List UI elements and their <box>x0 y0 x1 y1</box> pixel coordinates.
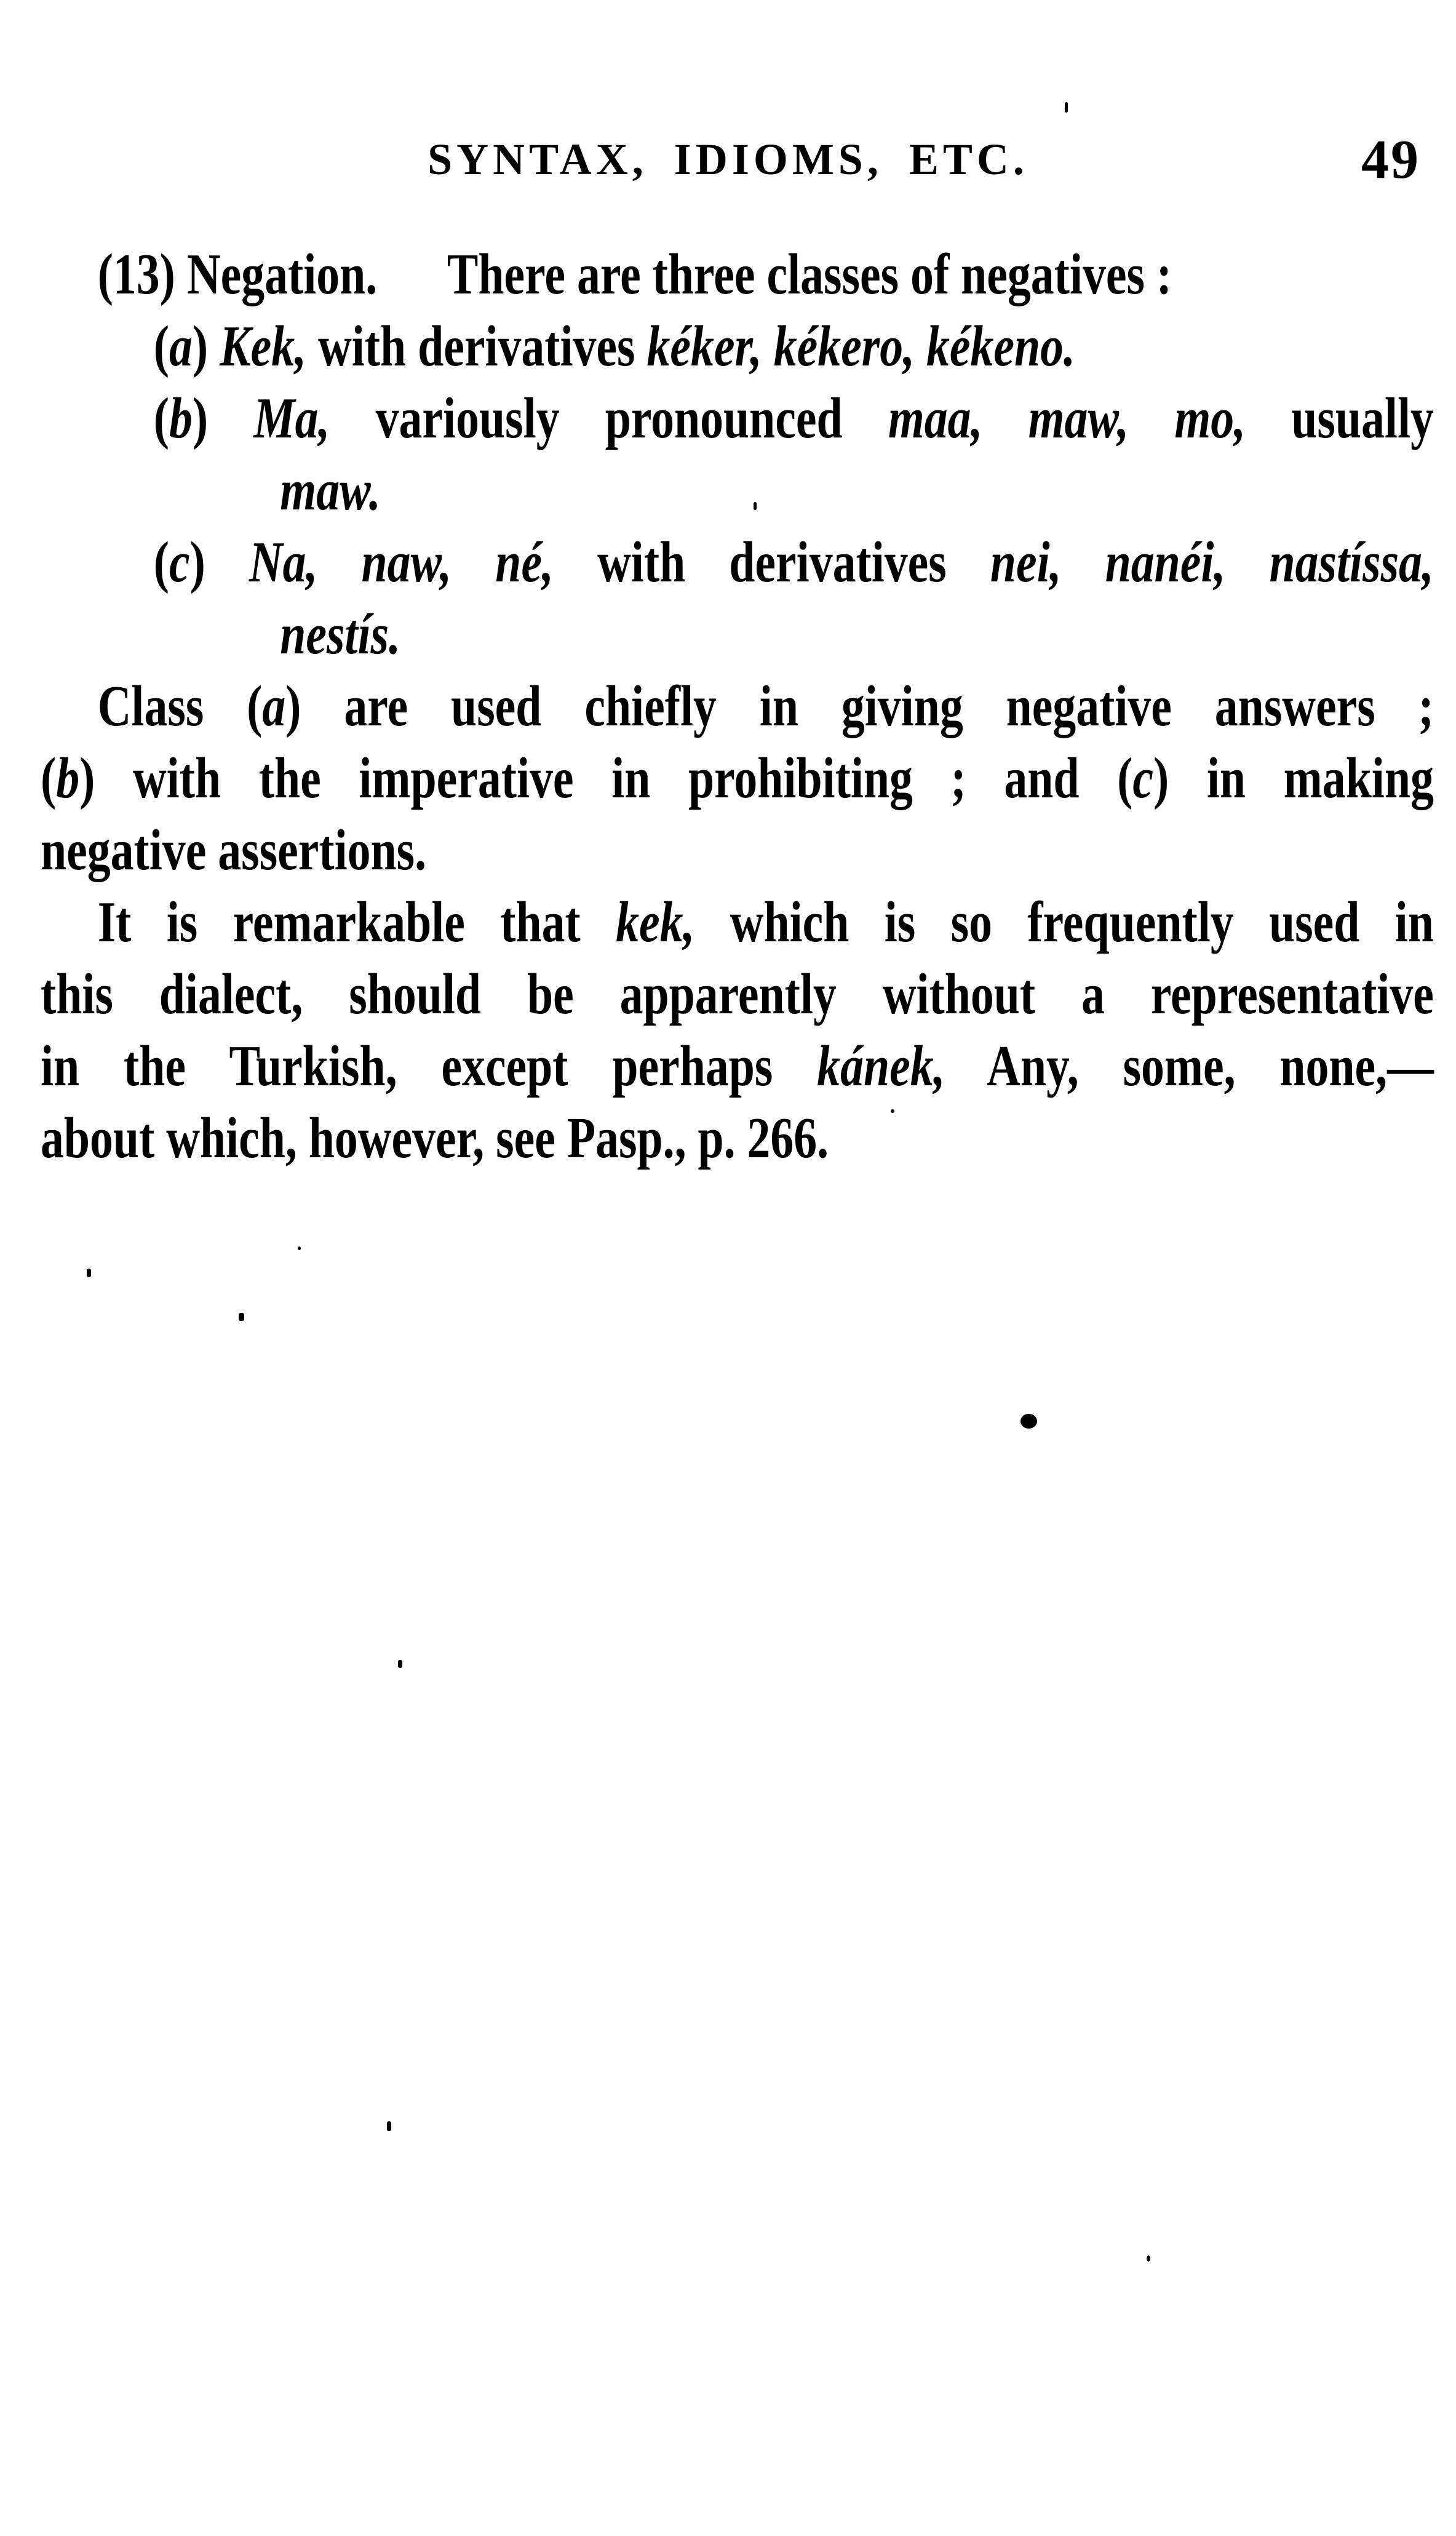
text-run <box>915 314 926 378</box>
running-header-title: SYNTAX, IDIOMS, ETC. <box>428 135 1028 184</box>
text-run: about which, however, see Pasp., p. 266. <box>41 1106 829 1170</box>
item-c-line-1 <box>41 527 1434 599</box>
italic-text-run: maw. <box>280 458 381 522</box>
para-2-line-1 <box>41 887 1434 959</box>
para-1-line-2 <box>41 743 1434 815</box>
italic-text-run: Na, <box>249 530 318 594</box>
speck-mid-left <box>239 1313 244 1321</box>
text-run <box>452 530 495 594</box>
text-run: in the Turkish, except perhaps <box>41 1034 818 1098</box>
text-run: negative assertions. <box>41 818 427 882</box>
text-run: ( <box>41 746 57 810</box>
para-2-line-4 <box>41 1103 1434 1174</box>
italic-text-run: né, <box>495 530 554 594</box>
text-run: ( <box>153 314 170 378</box>
italic-text-run: nei, <box>990 530 1062 594</box>
text-run: It is remarkable that <box>97 890 616 954</box>
italic-text-run: mo, <box>1174 386 1246 450</box>
header-tick-mark <box>1065 102 1068 113</box>
text-run: this dialect, should be apparently without a representative <box>41 962 1434 1026</box>
para-2-line-3 <box>41 1031 1434 1103</box>
text-run: ) with the imperative in prohibiting ; and ( <box>79 746 1133 810</box>
text-run <box>762 314 774 378</box>
speck-left-margin <box>87 1269 91 1277</box>
item-b-line-2 <box>41 455 1434 527</box>
text-run <box>317 530 361 594</box>
text-run: variously pronounced <box>330 386 888 450</box>
body-text-column <box>41 239 1434 1174</box>
text-run: ) <box>192 314 220 378</box>
item-b-line-1 <box>41 383 1434 455</box>
italic-text-run: b <box>169 386 193 450</box>
section-13-negation-line <box>41 239 1434 311</box>
page-number: 49 <box>1361 129 1420 190</box>
speck-lower-right <box>1147 2255 1150 2262</box>
italic-text-run: nestís. <box>280 602 401 666</box>
italic-text-run: Kek, <box>220 314 307 378</box>
italic-text-run: kánek, <box>817 1034 945 1098</box>
italic-text-run: maw, <box>1028 386 1129 450</box>
tick-above-item-c <box>754 502 757 510</box>
speck-small-upper <box>298 1246 301 1250</box>
text-run: ) <box>189 530 249 594</box>
para-2-line-2 <box>41 959 1434 1031</box>
italic-text-run: c <box>169 530 190 594</box>
para-1-line-3 <box>41 815 1434 887</box>
italic-text-run: a <box>262 674 286 738</box>
text-run: which is so frequently used in <box>694 890 1434 954</box>
italic-text-run: kékero, <box>773 314 915 378</box>
speck-after-266 <box>891 1109 894 1113</box>
text-run <box>1062 530 1105 594</box>
text-run <box>1225 530 1269 594</box>
text-run: Class ( <box>97 674 263 738</box>
text-run: with derivatives <box>306 314 647 378</box>
item-c-line-2 <box>41 599 1434 671</box>
text-run: Any, some, none,— <box>945 1034 1434 1098</box>
ink-dot <box>1020 1414 1037 1429</box>
text-run: ) in making <box>1153 746 1434 810</box>
italic-text-run: naw, <box>361 530 452 594</box>
italic-text-run: maa, <box>888 386 983 450</box>
italic-text-run: kek, <box>616 890 695 954</box>
speck-center <box>398 1660 402 1668</box>
text-run: ) are used chiefly in giving negative answers ; <box>285 674 1434 738</box>
italic-text-run: b <box>56 746 80 810</box>
text-run: ( <box>153 386 170 450</box>
italic-text-run: c <box>1132 746 1154 810</box>
text-run: usually <box>1246 386 1434 450</box>
italic-text-run: Ma, <box>253 386 330 450</box>
italic-text-run: nanéi, <box>1105 530 1226 594</box>
text-run: ) <box>192 386 254 450</box>
text-run: ( <box>153 530 170 594</box>
item-a-line <box>41 311 1434 383</box>
italic-text-run: kékeno. <box>926 314 1075 378</box>
para-1-line-1 <box>41 671 1434 743</box>
text-run: with derivatives <box>554 530 990 594</box>
text-run <box>1129 386 1174 450</box>
text-run: (13) Negation. There are three classes of negatives : <box>97 242 1172 306</box>
italic-text-run: kéker, <box>646 314 762 378</box>
italic-text-run: a <box>169 314 193 378</box>
speck-lower-left <box>387 2121 391 2131</box>
text-run <box>982 386 1028 450</box>
italic-text-run: nastíssa, <box>1269 530 1434 594</box>
